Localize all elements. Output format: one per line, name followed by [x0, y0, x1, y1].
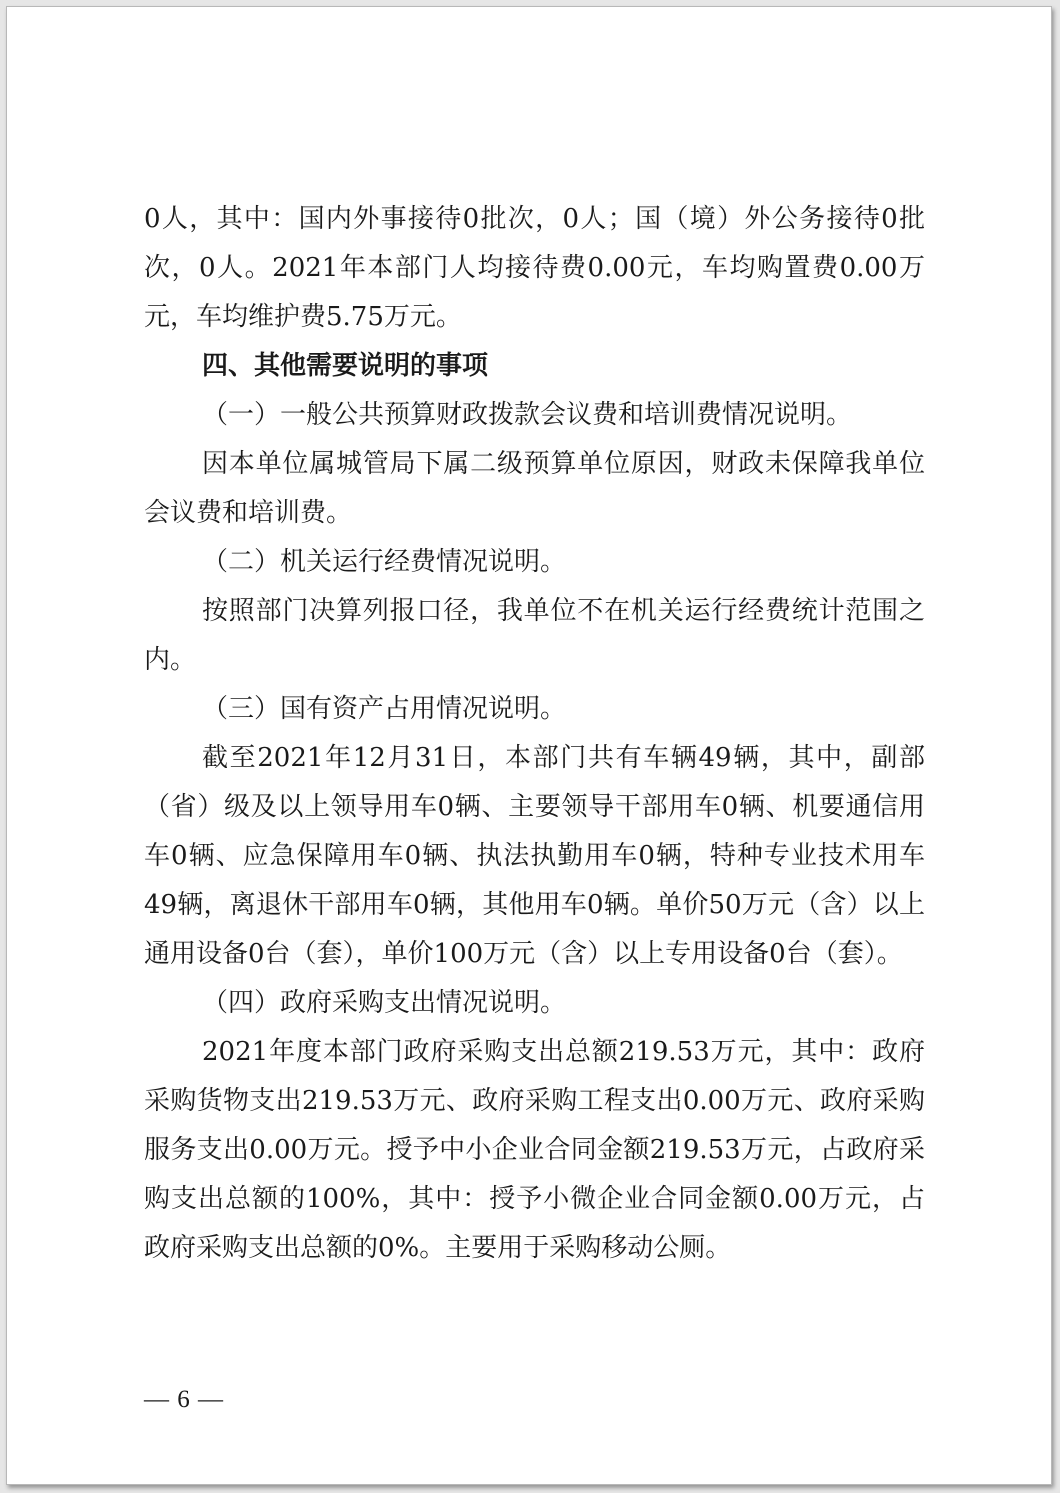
paragraph-state-assets: 截至2021年12月31日，本部门共有车辆49辆，其中，副部（省）级及以上领导用车0辆、主要领导干部用车0辆、机要通信用车0辆、应急保障用车0辆、执法执勤用车0辆，特种专业技术用车49辆，离退休干部用车0辆，其他用车0辆。单价50万元（含）以上通用设备0台（套），单价100万元（含）以上专用设备0台（套）。 — [144, 743, 925, 969]
document-body — [144, 195, 925, 1273]
subheading-government-procurement: （四）政府采购支出情况说明。 — [202, 988, 567, 1018]
subheading-state-assets: （三）国有资产占用情况说明。 — [202, 694, 567, 724]
subheading-meeting-training-fees: （一）一般公共预算财政拨款会议费和培训费情况说明。 — [202, 400, 853, 430]
subheading-operating-expenses: （二）机关运行经费情况说明。 — [202, 547, 567, 577]
paragraph-government-procurement: 2021年度本部门政府采购支出总额219.53万元，其中：政府采购货物支出219.53万元、政府采购工程支出0.00万元、政府采购服务支出0.00万元。授予中小企业合同金额219.53万元，占政府采购支出总额的100%，其中：授予小微企业合同金额0.00万元，占政府采购支出总额的0%。主要用于采购移动公厕。 — [144, 1037, 925, 1263]
section-heading-other-matters: 四、其他需要说明的事项 — [202, 351, 489, 381]
paragraph-operating-expenses: 按照部门决算列报口径，我单位不在机关运行经费统计范围之内。 — [144, 596, 925, 675]
document-page — [6, 6, 1052, 1485]
paragraph-reception-continued: 0人，其中：国内外事接待0批次，0人；国（境）外公务接待0批次，0人。2021年本部门人均接待费0.00元，车均购置费0.00万元，车均维护费5.75万元。 — [144, 204, 925, 332]
paragraph-meeting-training-fees: 因本单位属城管局下属二级预算单位原因，财政未保障我单位会议费和培训费。 — [144, 449, 925, 528]
page-number: — 6 — — [144, 1386, 224, 1413]
